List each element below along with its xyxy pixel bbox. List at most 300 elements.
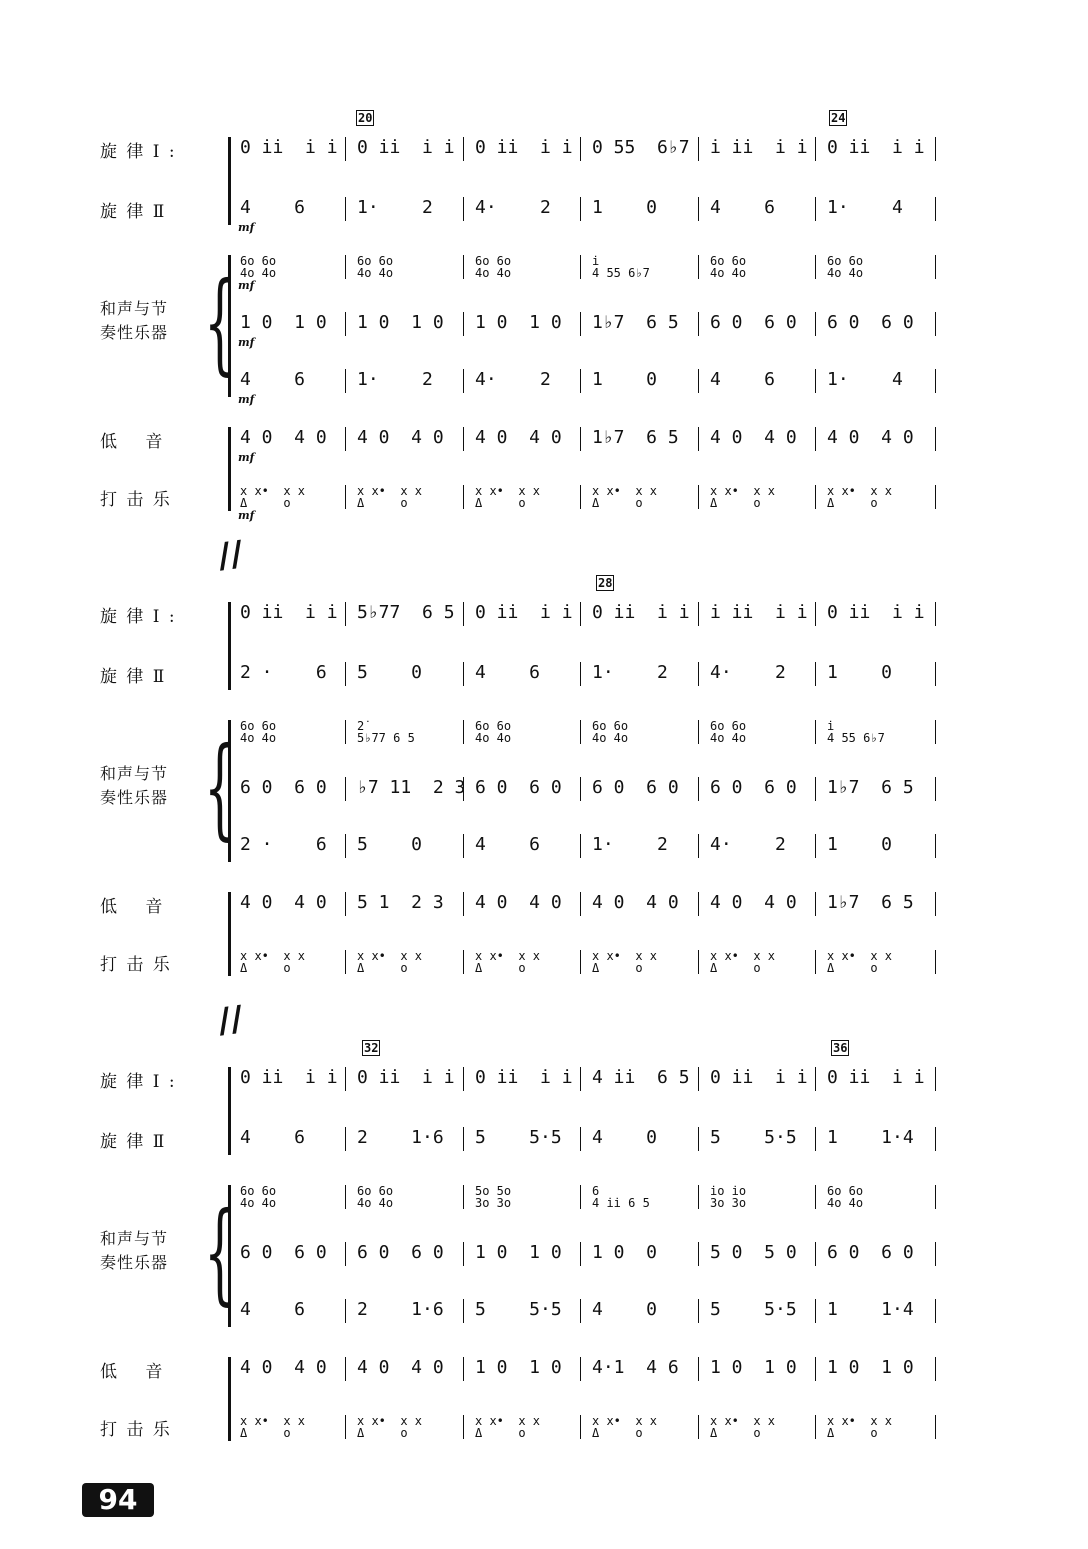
barline bbox=[463, 777, 464, 801]
barline bbox=[345, 485, 346, 509]
barline bbox=[815, 137, 816, 161]
barline bbox=[463, 602, 464, 626]
barline bbox=[935, 1242, 936, 1266]
barline bbox=[698, 777, 699, 801]
measure: x x• x x Δ o bbox=[357, 484, 423, 510]
staff-row-m1 bbox=[0, 135, 925, 165]
barline bbox=[580, 197, 581, 221]
measure: 5 5·5 bbox=[710, 1299, 797, 1320]
barline bbox=[345, 834, 346, 858]
barline bbox=[815, 1185, 816, 1209]
barline bbox=[580, 950, 581, 974]
staff-row-m2 bbox=[0, 1125, 914, 1155]
measure: 6o 6o 4o 4o bbox=[357, 1184, 394, 1210]
measure: 1 0 1 0 bbox=[475, 1357, 562, 1378]
measure: 1♭7 6 5 bbox=[827, 892, 914, 913]
staff-row-h2 bbox=[0, 775, 914, 805]
measure: 1 0 bbox=[827, 834, 893, 855]
barline bbox=[345, 255, 346, 279]
measure: x x• x x Δ o bbox=[475, 1414, 541, 1440]
measure: 6 0 6 0 bbox=[710, 312, 797, 333]
measure: 6 0 6 0 bbox=[240, 777, 327, 798]
measure: 6o 6o 4o 4o bbox=[240, 1184, 277, 1210]
measure: 6o 6o 4o 4o bbox=[827, 1184, 864, 1210]
barline bbox=[463, 1185, 464, 1209]
staff-row-h3 bbox=[0, 1297, 914, 1327]
barline bbox=[935, 427, 936, 451]
measure: 6 0 6 0 bbox=[357, 1242, 444, 1263]
barline bbox=[463, 950, 464, 974]
barline bbox=[580, 1357, 581, 1381]
staff-row-bass bbox=[0, 425, 914, 455]
page-number: 94 bbox=[82, 1483, 154, 1517]
measure: 6 0 6 0 bbox=[475, 777, 562, 798]
barline bbox=[815, 1415, 816, 1439]
part-label-harmony: 和声与节 奏性乐器 bbox=[100, 299, 169, 342]
measure: x x• x x Δ o bbox=[827, 1414, 893, 1440]
barline bbox=[935, 1127, 936, 1151]
measure: 4 0 4 0 bbox=[240, 427, 327, 448]
barline bbox=[345, 892, 346, 916]
measure: 4· 2 bbox=[475, 369, 551, 390]
barline bbox=[580, 312, 581, 336]
part-label-perc: 打 击 乐 bbox=[100, 1420, 172, 1440]
barline bbox=[815, 312, 816, 336]
part-label-m1: 旋 律 Ⅰ : bbox=[100, 1072, 177, 1092]
barline bbox=[935, 720, 936, 744]
measure: 1· 2 bbox=[592, 662, 668, 683]
barline bbox=[935, 1357, 936, 1381]
barline bbox=[815, 662, 816, 686]
measure: 0 i̇i̇ i̇ i̇ bbox=[475, 1067, 573, 1088]
barline bbox=[580, 720, 581, 744]
measure: 0 i̇i̇ i̇ i̇ bbox=[240, 137, 338, 158]
barline bbox=[935, 1185, 936, 1209]
part-label-bass: 低 音 bbox=[100, 432, 165, 452]
measure: 6o 6o 4o 4o bbox=[592, 719, 629, 745]
barline bbox=[815, 602, 816, 626]
measure: 0 i̇i̇ i̇ i̇ bbox=[475, 602, 573, 623]
barline bbox=[815, 427, 816, 451]
measure: i̇ i̇i̇ i̇ i̇ bbox=[710, 137, 808, 158]
staff-row-bass bbox=[0, 1355, 914, 1385]
measure: 1 0 1 0 bbox=[710, 1357, 797, 1378]
measure: i̇ i̇i̇ i̇ i̇ bbox=[710, 602, 808, 623]
measure: 0 i̇i̇ i̇ i̇ bbox=[592, 602, 690, 623]
dynamic-marking: mf bbox=[238, 221, 255, 234]
measure: x x• x x Δ o bbox=[592, 484, 658, 510]
measure: 1 0 bbox=[592, 369, 658, 390]
score-system bbox=[0, 570, 1088, 1042]
barline bbox=[463, 485, 464, 509]
staff-row-h2 bbox=[0, 1240, 914, 1270]
barline bbox=[698, 834, 699, 858]
measure: 1 1·4 bbox=[827, 1127, 914, 1148]
barline bbox=[815, 1242, 816, 1266]
barline bbox=[580, 892, 581, 916]
barline bbox=[463, 1357, 464, 1381]
measure: 1 0 1 0 bbox=[240, 312, 327, 333]
measure: 2̇ 5♭77 6 5 bbox=[357, 719, 415, 745]
staff-row-perc bbox=[0, 483, 893, 513]
barline bbox=[580, 1299, 581, 1323]
barline bbox=[345, 1299, 346, 1323]
measure: 5 5·5 bbox=[710, 1127, 797, 1148]
measure: x x• x x Δ o bbox=[357, 949, 423, 975]
part-label-harmony: 和声与节 奏性乐器 bbox=[100, 764, 169, 807]
measure: x x• x x Δ o bbox=[710, 1414, 776, 1440]
measure: 5 1 2 3 bbox=[357, 892, 444, 913]
measure: 1 0 bbox=[827, 662, 893, 683]
measure: 1· 4 bbox=[827, 197, 903, 218]
measure: 2 · 6 bbox=[240, 834, 327, 855]
barline bbox=[698, 720, 699, 744]
measure: 5 0 bbox=[357, 662, 423, 683]
barline bbox=[815, 1299, 816, 1323]
measure: 1· 4 bbox=[827, 369, 903, 390]
measure: 6o 6o 4o 4o bbox=[357, 254, 394, 280]
staff-row-h3 bbox=[0, 367, 903, 397]
barline bbox=[698, 1185, 699, 1209]
score-system bbox=[0, 1035, 1088, 1465]
part-label-m2: 旋 律 Ⅱ bbox=[100, 202, 167, 222]
measure: 6o 6o 4o 4o bbox=[240, 254, 277, 280]
measure: x x• x x Δ o bbox=[592, 949, 658, 975]
staff-row-h2 bbox=[0, 310, 914, 340]
barline bbox=[345, 720, 346, 744]
part-label-m1: 旋 律 Ⅰ : bbox=[100, 607, 177, 627]
barline bbox=[815, 720, 816, 744]
barline bbox=[815, 892, 816, 916]
barline bbox=[698, 1357, 699, 1381]
dynamic-marking: mf bbox=[238, 451, 255, 464]
measure: x x• x x Δ o bbox=[827, 484, 893, 510]
staff-row-perc bbox=[0, 1413, 893, 1443]
barline bbox=[698, 137, 699, 161]
barline bbox=[815, 255, 816, 279]
measure: 4 6 bbox=[240, 1127, 306, 1148]
measure: x x• x x Δ o bbox=[592, 1414, 658, 1440]
barline bbox=[463, 1242, 464, 1266]
barline bbox=[463, 662, 464, 686]
barline bbox=[815, 485, 816, 509]
part-label-m2: 旋 律 Ⅱ bbox=[100, 667, 167, 687]
barline bbox=[463, 1067, 464, 1091]
measure: 6o 6o 4o 4o bbox=[240, 719, 277, 745]
measure: x x• x x Δ o bbox=[475, 949, 541, 975]
barline bbox=[463, 197, 464, 221]
barline bbox=[580, 1415, 581, 1439]
barline bbox=[463, 892, 464, 916]
part-label-harmony: 和声与节 奏性乐器 bbox=[100, 1229, 169, 1272]
barline bbox=[935, 602, 936, 626]
measure: 1· 2 bbox=[592, 834, 668, 855]
measure: 5 5·5 bbox=[475, 1127, 562, 1148]
harmony-brace: { bbox=[204, 723, 236, 851]
barline bbox=[698, 1299, 699, 1323]
measure: 4 0 4 0 bbox=[827, 427, 914, 448]
measure: 6 0 6 0 bbox=[710, 777, 797, 798]
barline bbox=[935, 662, 936, 686]
measure: 1· 2 bbox=[357, 197, 433, 218]
staff-row-perc bbox=[0, 948, 893, 978]
measure: 4·1 4 6 bbox=[592, 1357, 679, 1378]
measure: 1 0 1 0 bbox=[475, 1242, 562, 1263]
barline bbox=[815, 777, 816, 801]
barline bbox=[580, 255, 581, 279]
staff-row-m2 bbox=[0, 660, 893, 690]
rehearsal-mark: 24 bbox=[831, 111, 846, 125]
measure: 6o 6o 4o 4o bbox=[475, 719, 512, 745]
barline bbox=[815, 1067, 816, 1091]
part-label-bass: 低 音 bbox=[100, 1362, 165, 1382]
barline bbox=[580, 485, 581, 509]
measure: 6o 6o 4o 4o bbox=[710, 254, 747, 280]
measure: 0 55 6♭7 bbox=[592, 137, 690, 158]
barline bbox=[345, 1127, 346, 1151]
barline bbox=[698, 1067, 699, 1091]
barline bbox=[935, 834, 936, 858]
barline bbox=[580, 777, 581, 801]
barline bbox=[698, 1415, 699, 1439]
barline bbox=[698, 427, 699, 451]
measure: 4 6 bbox=[710, 369, 776, 390]
measure: 4· 2 bbox=[475, 197, 551, 218]
barline bbox=[345, 1242, 346, 1266]
measure: 5♭77 6 5 bbox=[357, 602, 455, 623]
measure: 1 1·4 bbox=[827, 1299, 914, 1320]
staff-row-bass bbox=[0, 890, 914, 920]
rehearsal-mark: 20 bbox=[358, 111, 373, 125]
measure: x x• x x Δ o bbox=[240, 484, 306, 510]
measure: 2 1·6 bbox=[357, 1299, 444, 1320]
measure: i̇o i̇o 3o 3o bbox=[710, 1184, 747, 1210]
barline bbox=[815, 834, 816, 858]
measure: 4 0 bbox=[592, 1299, 658, 1320]
part-label-bass: 低 音 bbox=[100, 897, 165, 917]
measure: 5 0 5 0 bbox=[710, 1242, 797, 1263]
barline bbox=[698, 1127, 699, 1151]
measure: 1♭7 6 5 bbox=[827, 777, 914, 798]
measure: 4· 2 bbox=[710, 662, 786, 683]
barline bbox=[345, 427, 346, 451]
barline bbox=[345, 369, 346, 393]
barline bbox=[345, 777, 346, 801]
staff-row-h1 bbox=[0, 253, 864, 283]
barline bbox=[345, 1067, 346, 1091]
barline bbox=[935, 255, 936, 279]
measure: 2 1·6 bbox=[357, 1127, 444, 1148]
barline bbox=[345, 137, 346, 161]
barline bbox=[580, 662, 581, 686]
measure: x x• x x Δ o bbox=[827, 949, 893, 975]
measure: x x• x x Δ o bbox=[475, 484, 541, 510]
barline bbox=[815, 369, 816, 393]
measure: 4 i̇i̇ 6 5 bbox=[592, 1067, 690, 1088]
barline bbox=[698, 485, 699, 509]
harmony-brace: { bbox=[204, 258, 236, 386]
measure: 0 i̇i̇ i̇ i̇ bbox=[475, 137, 573, 158]
part-label-perc: 打 击 乐 bbox=[100, 955, 172, 975]
measure: 2 · 6 bbox=[240, 662, 327, 683]
barline bbox=[580, 369, 581, 393]
barline bbox=[815, 197, 816, 221]
measure: 6o 6o 4o 4o bbox=[827, 254, 864, 280]
measure: 6 0 6 0 bbox=[827, 1242, 914, 1263]
barline bbox=[463, 369, 464, 393]
barline bbox=[463, 834, 464, 858]
measure: 0 i̇i̇ i̇ i̇ bbox=[240, 1067, 338, 1088]
measure: 4 0 4 0 bbox=[475, 427, 562, 448]
barline bbox=[580, 1127, 581, 1151]
measure: i̇ 4 55 6♭7 bbox=[592, 254, 650, 280]
dynamic-marking: mf bbox=[238, 509, 255, 522]
measure: 4 6 bbox=[710, 197, 776, 218]
staff-row-m1 bbox=[0, 1065, 925, 1095]
barline bbox=[698, 662, 699, 686]
barline bbox=[935, 1415, 936, 1439]
barline bbox=[935, 950, 936, 974]
measure: x x• x x Δ o bbox=[240, 1414, 306, 1440]
barline bbox=[463, 255, 464, 279]
measure: 4· 2 bbox=[710, 834, 786, 855]
measure: 6o 6o 4o 4o bbox=[475, 254, 512, 280]
barline bbox=[345, 1185, 346, 1209]
part-label-m1: 旋 律 Ⅰ : bbox=[100, 142, 177, 162]
barline bbox=[815, 950, 816, 974]
barline bbox=[345, 662, 346, 686]
measure: 4 6 bbox=[240, 369, 306, 390]
measure: 0 i̇i̇ i̇ i̇ bbox=[827, 137, 925, 158]
staff-row-h3 bbox=[0, 832, 893, 862]
barline bbox=[580, 1067, 581, 1091]
measure: 1 0 1 0 bbox=[827, 1357, 914, 1378]
barline bbox=[935, 137, 936, 161]
measure: 1 0 1 0 bbox=[475, 312, 562, 333]
barline bbox=[698, 602, 699, 626]
measure: 4 0 4 0 bbox=[357, 1357, 444, 1378]
measure: x x• x x Δ o bbox=[240, 949, 306, 975]
measure: i̇ 4 55 6♭7 bbox=[827, 719, 885, 745]
measure: 4 0 4 0 bbox=[240, 1357, 327, 1378]
barline bbox=[463, 1299, 464, 1323]
barline bbox=[935, 312, 936, 336]
part-label-perc: 打 击 乐 bbox=[100, 490, 172, 510]
score-system bbox=[0, 105, 1088, 577]
barline bbox=[580, 1242, 581, 1266]
barline bbox=[580, 602, 581, 626]
barline bbox=[698, 892, 699, 916]
system-separator-icon: // bbox=[215, 533, 246, 577]
measure: 1 0 1 0 bbox=[357, 312, 444, 333]
barline bbox=[463, 720, 464, 744]
dynamic-marking: mf bbox=[238, 336, 255, 349]
measure: 4 6 bbox=[240, 1299, 306, 1320]
barline bbox=[698, 950, 699, 974]
harmony-brace: { bbox=[204, 1188, 236, 1316]
measure: 4 6 bbox=[475, 662, 541, 683]
measure: 4 0 4 0 bbox=[240, 892, 327, 913]
measure: 0 i̇i̇ i̇ i̇ bbox=[357, 137, 455, 158]
barline bbox=[345, 312, 346, 336]
measure: 0 i̇i̇ i̇ i̇ bbox=[710, 1067, 808, 1088]
measure: 1 0 bbox=[592, 197, 658, 218]
barline bbox=[345, 1357, 346, 1381]
barline bbox=[698, 255, 699, 279]
barline bbox=[345, 950, 346, 974]
measure: 6 0 6 0 bbox=[592, 777, 679, 798]
measure: 4 0 4 0 bbox=[710, 427, 797, 448]
barline bbox=[935, 892, 936, 916]
part-label-m2: 旋 律 Ⅱ bbox=[100, 1132, 167, 1152]
staff-row-h1 bbox=[0, 718, 885, 748]
rehearsal-mark: 32 bbox=[364, 1041, 379, 1055]
rehearsal-mark: 36 bbox=[833, 1041, 848, 1055]
measure: 6 0 6 0 bbox=[240, 1242, 327, 1263]
barline bbox=[463, 1127, 464, 1151]
measure: 1 0 0 bbox=[592, 1242, 658, 1263]
rehearsal-mark: 28 bbox=[598, 576, 613, 590]
barline bbox=[463, 427, 464, 451]
measure: 1♭7 6 5 bbox=[592, 312, 679, 333]
measure: 1· 2 bbox=[357, 369, 433, 390]
barline bbox=[935, 777, 936, 801]
measure: 6 0 6 0 bbox=[827, 312, 914, 333]
measure: 4 0 4 0 bbox=[710, 892, 797, 913]
dynamic-marking: mf bbox=[238, 279, 255, 292]
measure: 5 5·5 bbox=[475, 1299, 562, 1320]
measure: 0 i̇i̇ i̇ i̇ bbox=[827, 602, 925, 623]
barline bbox=[580, 1185, 581, 1209]
staff-row-m1 bbox=[0, 600, 925, 630]
barline bbox=[580, 427, 581, 451]
measure: x x• x x Δ o bbox=[710, 484, 776, 510]
measure: 4 0 bbox=[592, 1127, 658, 1148]
measure: 0 i̇i̇ i̇ i̇ bbox=[240, 602, 338, 623]
dynamic-marking: mf bbox=[238, 393, 255, 406]
measure: 4 6 bbox=[475, 834, 541, 855]
measure: 4 0 4 0 bbox=[357, 427, 444, 448]
measure: 4 6 bbox=[240, 197, 306, 218]
measure: ♭7 11 2 3 bbox=[357, 777, 466, 798]
barline bbox=[698, 197, 699, 221]
staff-row-m2 bbox=[0, 195, 903, 225]
system-separator-icon: // bbox=[215, 998, 246, 1042]
barline bbox=[698, 312, 699, 336]
staff-row-h1 bbox=[0, 1183, 864, 1213]
measure: x x• x x Δ o bbox=[357, 1414, 423, 1440]
measure: 1♭7 6 5 bbox=[592, 427, 679, 448]
barline bbox=[698, 1242, 699, 1266]
barline bbox=[345, 1415, 346, 1439]
barline bbox=[345, 602, 346, 626]
barline bbox=[463, 312, 464, 336]
barline bbox=[935, 1299, 936, 1323]
barline bbox=[463, 137, 464, 161]
barline bbox=[580, 137, 581, 161]
barline bbox=[815, 1127, 816, 1151]
measure: 6o 6o 4o 4o bbox=[710, 719, 747, 745]
measure: x x• x x Δ o bbox=[710, 949, 776, 975]
measure: 5o 5o 3o 3o bbox=[475, 1184, 512, 1210]
measure: 0 i̇i̇ i̇ i̇ bbox=[357, 1067, 455, 1088]
measure: 6 4 i̇i̇ 6 5 bbox=[592, 1184, 650, 1210]
barline bbox=[580, 834, 581, 858]
barline bbox=[935, 1067, 936, 1091]
measure: 4 0 4 0 bbox=[592, 892, 679, 913]
barline bbox=[345, 197, 346, 221]
barline bbox=[935, 485, 936, 509]
